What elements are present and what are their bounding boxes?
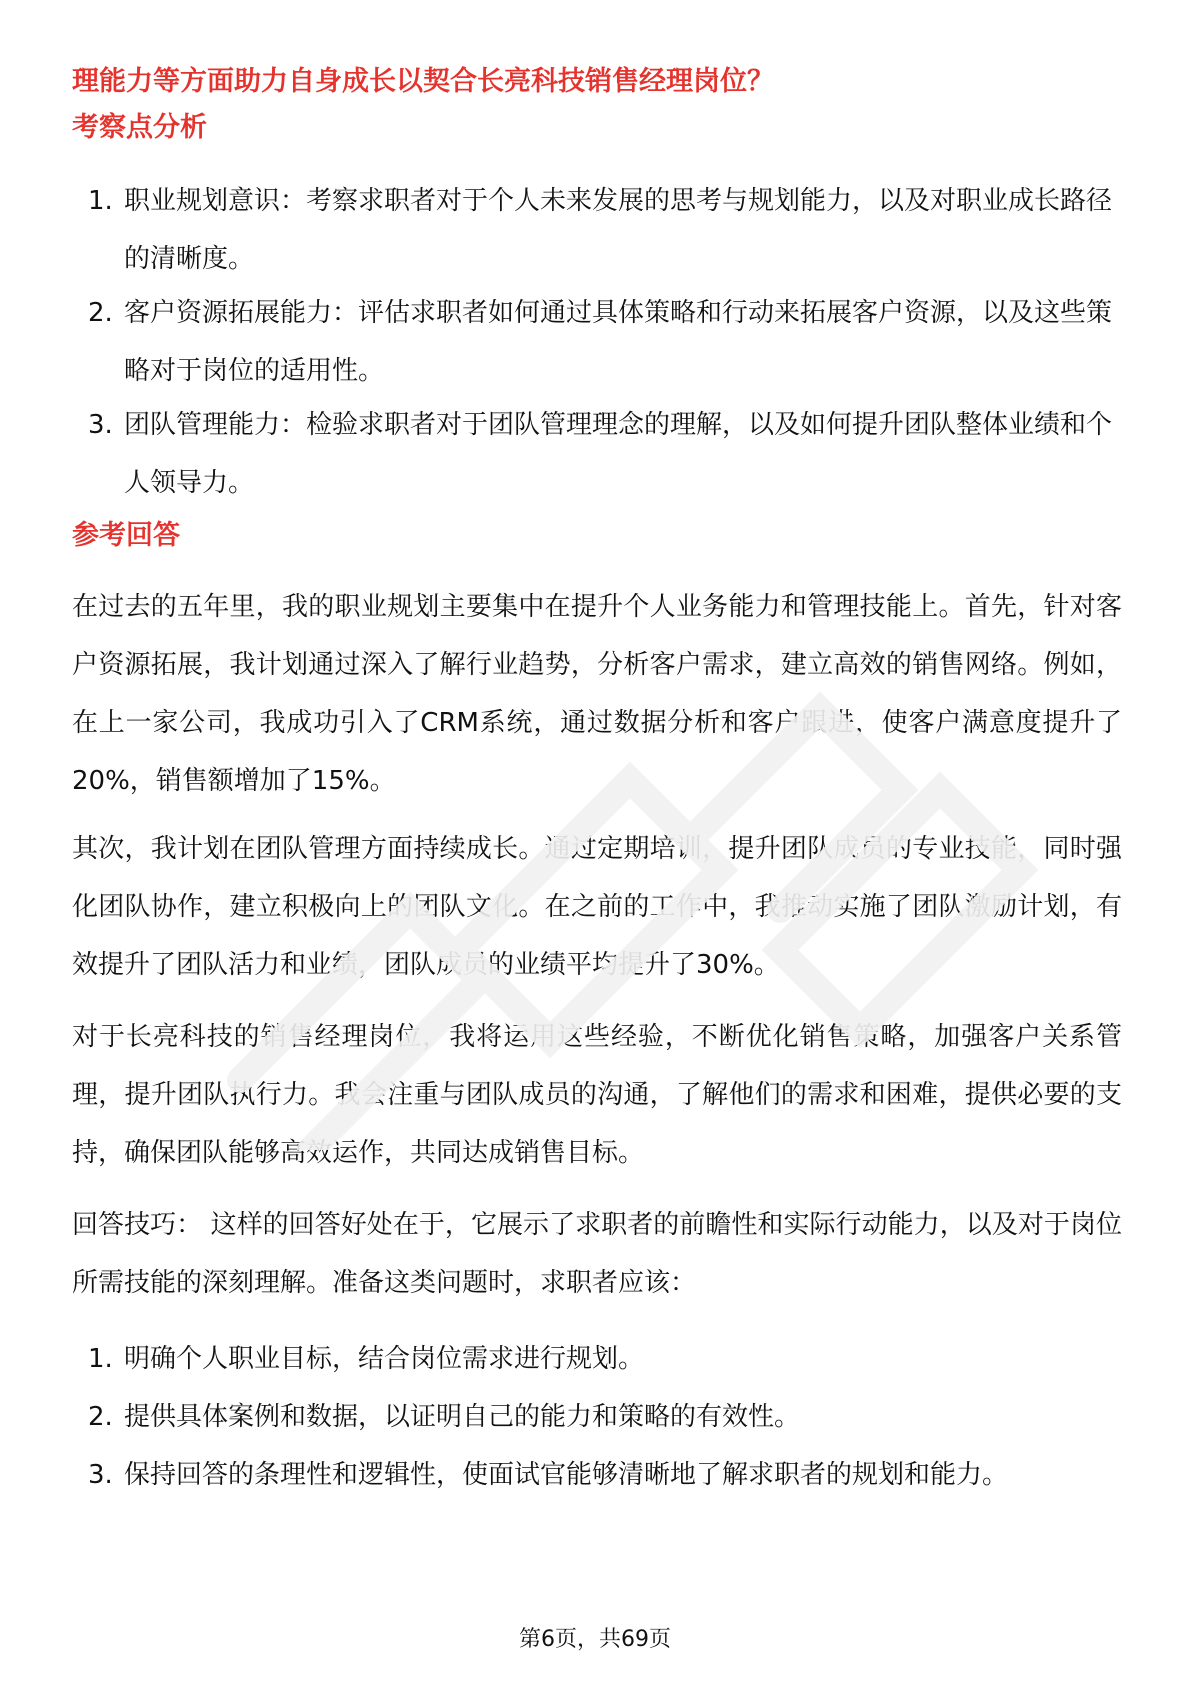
list-item	[72, 1330, 1122, 1388]
analysis-heading: 考察点分析	[72, 112, 207, 143]
answer-paragraph-2: 其次，我计划在团队管理方面持续成长。通过定期培训，提升团队成员的专业技能，同时强化团队协作，建立积极向上的团队文化。在之前的工作中，我推动实施了团队激励计划，有效提升了团队活力和业绩，团队成员的业绩平均提升了30%。	[72, 834, 1122, 980]
list-number: 3.	[88, 410, 113, 440]
list-item-text: 职业规划意识：考察求职者对于个人未来发展的思考与规划能力，以及对职业成长路径的清晰度。	[124, 186, 1113, 274]
list-item	[72, 284, 1122, 400]
list-number: 3.	[88, 1460, 113, 1490]
page-footer: 第6页，共69页	[519, 1627, 671, 1652]
list-item-text: 明确个人职业目标，结合岗位需求进行规划。	[124, 1344, 645, 1374]
list-number: 1.	[88, 186, 113, 216]
list-item	[72, 1446, 1122, 1504]
answer-paragraph-3: 对于长亮科技的销售经理岗位，我将运用这些经验，不断优化销售策略，加强客户关系管理，提升团队执行力。我会注重与团队成员的沟通，了解他们的需求和困难，提供必要的支持，确保团队能够高效运作，共同达成销售目标。	[72, 1022, 1122, 1168]
list-item-text: 提供具体案例和数据，以证明自己的能力和策略的有效性。	[124, 1402, 801, 1432]
list-item	[72, 396, 1122, 512]
answer-heading: 参考回答	[72, 520, 180, 551]
tips-list	[72, 1330, 1122, 1504]
clipped-question-line	[72, 38, 1112, 52]
list-item-text: 保持回答的条理性和逻辑性，使面试官能够清晰地了解求职者的规划和能力。	[124, 1460, 1009, 1490]
list-number: 1.	[88, 1344, 113, 1374]
list-number: 2.	[88, 1402, 113, 1432]
answer-paragraph-1: 在过去的五年里，我的职业规划主要集中在提升个人业务能力和管理技能上。首先，针对客户资源拓展，我计划通过深入了解行业趋势，分析客户需求，建立高效的销售网络。例如，在上一家公司，我成功引入了CRM系统，通过数据分析和客户跟进，使客户满意度提升了20%，销售额增加了15%。	[72, 592, 1122, 796]
list-item	[72, 1388, 1122, 1446]
list-item-text: 团队管理能力：检验求职者对于团队管理理念的理解，以及如何提升团队整体业绩和个人领导力。	[124, 410, 1113, 498]
tips-intro-paragraph: 回答技巧： 这样的回答好处在于，它展示了求职者的前瞻性和实际行动能力，以及对于岗位所需技能的深刻理解。准备这类问题时，求职者应该：	[72, 1210, 1122, 1298]
list-item-text: 客户资源拓展能力：评估求职者如何通过具体策略和行动来拓展客户资源，以及这些策略对于岗位的适用性。	[124, 298, 1113, 386]
analysis-list	[72, 172, 1122, 512]
list-item	[72, 172, 1122, 288]
list-number: 2.	[88, 298, 113, 328]
question-title: 理能力等方面助力自身成长以契合长亮科技销售经理岗位？	[72, 66, 774, 97]
